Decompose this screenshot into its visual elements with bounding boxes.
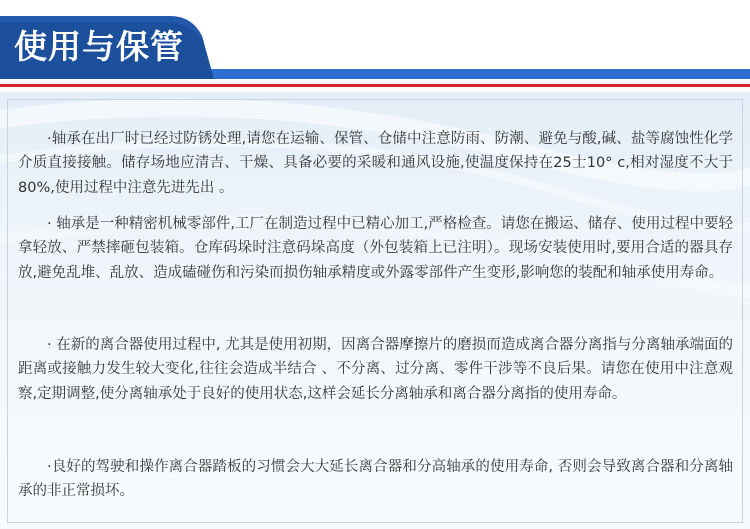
paragraph-storage: ·轴承在出厂时已经过防锈处理,请您在运输、保管、仓储中注意防雨、防潮、避免与酸,碱、盐等腐蚀性化学介质直接接触。储存场地应清吉、干燥、具备必要的采暖和通风设施,使温度保持在25士10° c,相对湿度不大于80%,使用过程中注意先进先出 。 [18, 131, 733, 196]
paragraph-driving-habits: ·良好的驾驶和操作离合器踏板的习惯会大大延长离合器和分高轴承的使用寿命, 否则会导致离合器和分离轴承的非正常损坏。 [18, 459, 733, 500]
paragraph-clutch-usage: · 在新的离合器使用过程中, 尤其是使用初期，因离合器摩擦片的磨损而造成离合器分离指与分离轴承端面的距离或接触力发生较大变化,往往会造成半结合 、不分离、过分离、零件干涉等不良后果。请您在使用中注意观察,定期调整,使分离轴承处于良好的使用状态,这样会延长分离轴承和离合器分离指的使用寿命。 [18, 337, 733, 402]
section-header [0, 0, 750, 92]
content-panel [0, 92, 750, 529]
section-title: 使用与保管 [14, 27, 184, 66]
paragraph-handling: · 轴承是一种精密机械零部件,工厂在制造过程中已精心加工,严格检查。请您在搬运、储存、使用过程中要轻拿轻放、严禁摔砸包装箱。仓库码垛时注意码垛高度（外包装箱上已注明）。现场安装使用时,要用合适的器具存放,避免乱堆、乱放、造成磕碰伤和污染而损伤轴承精度或外露零部件产生变形,影响您的装配和轴承使用寿命。 [18, 216, 733, 281]
